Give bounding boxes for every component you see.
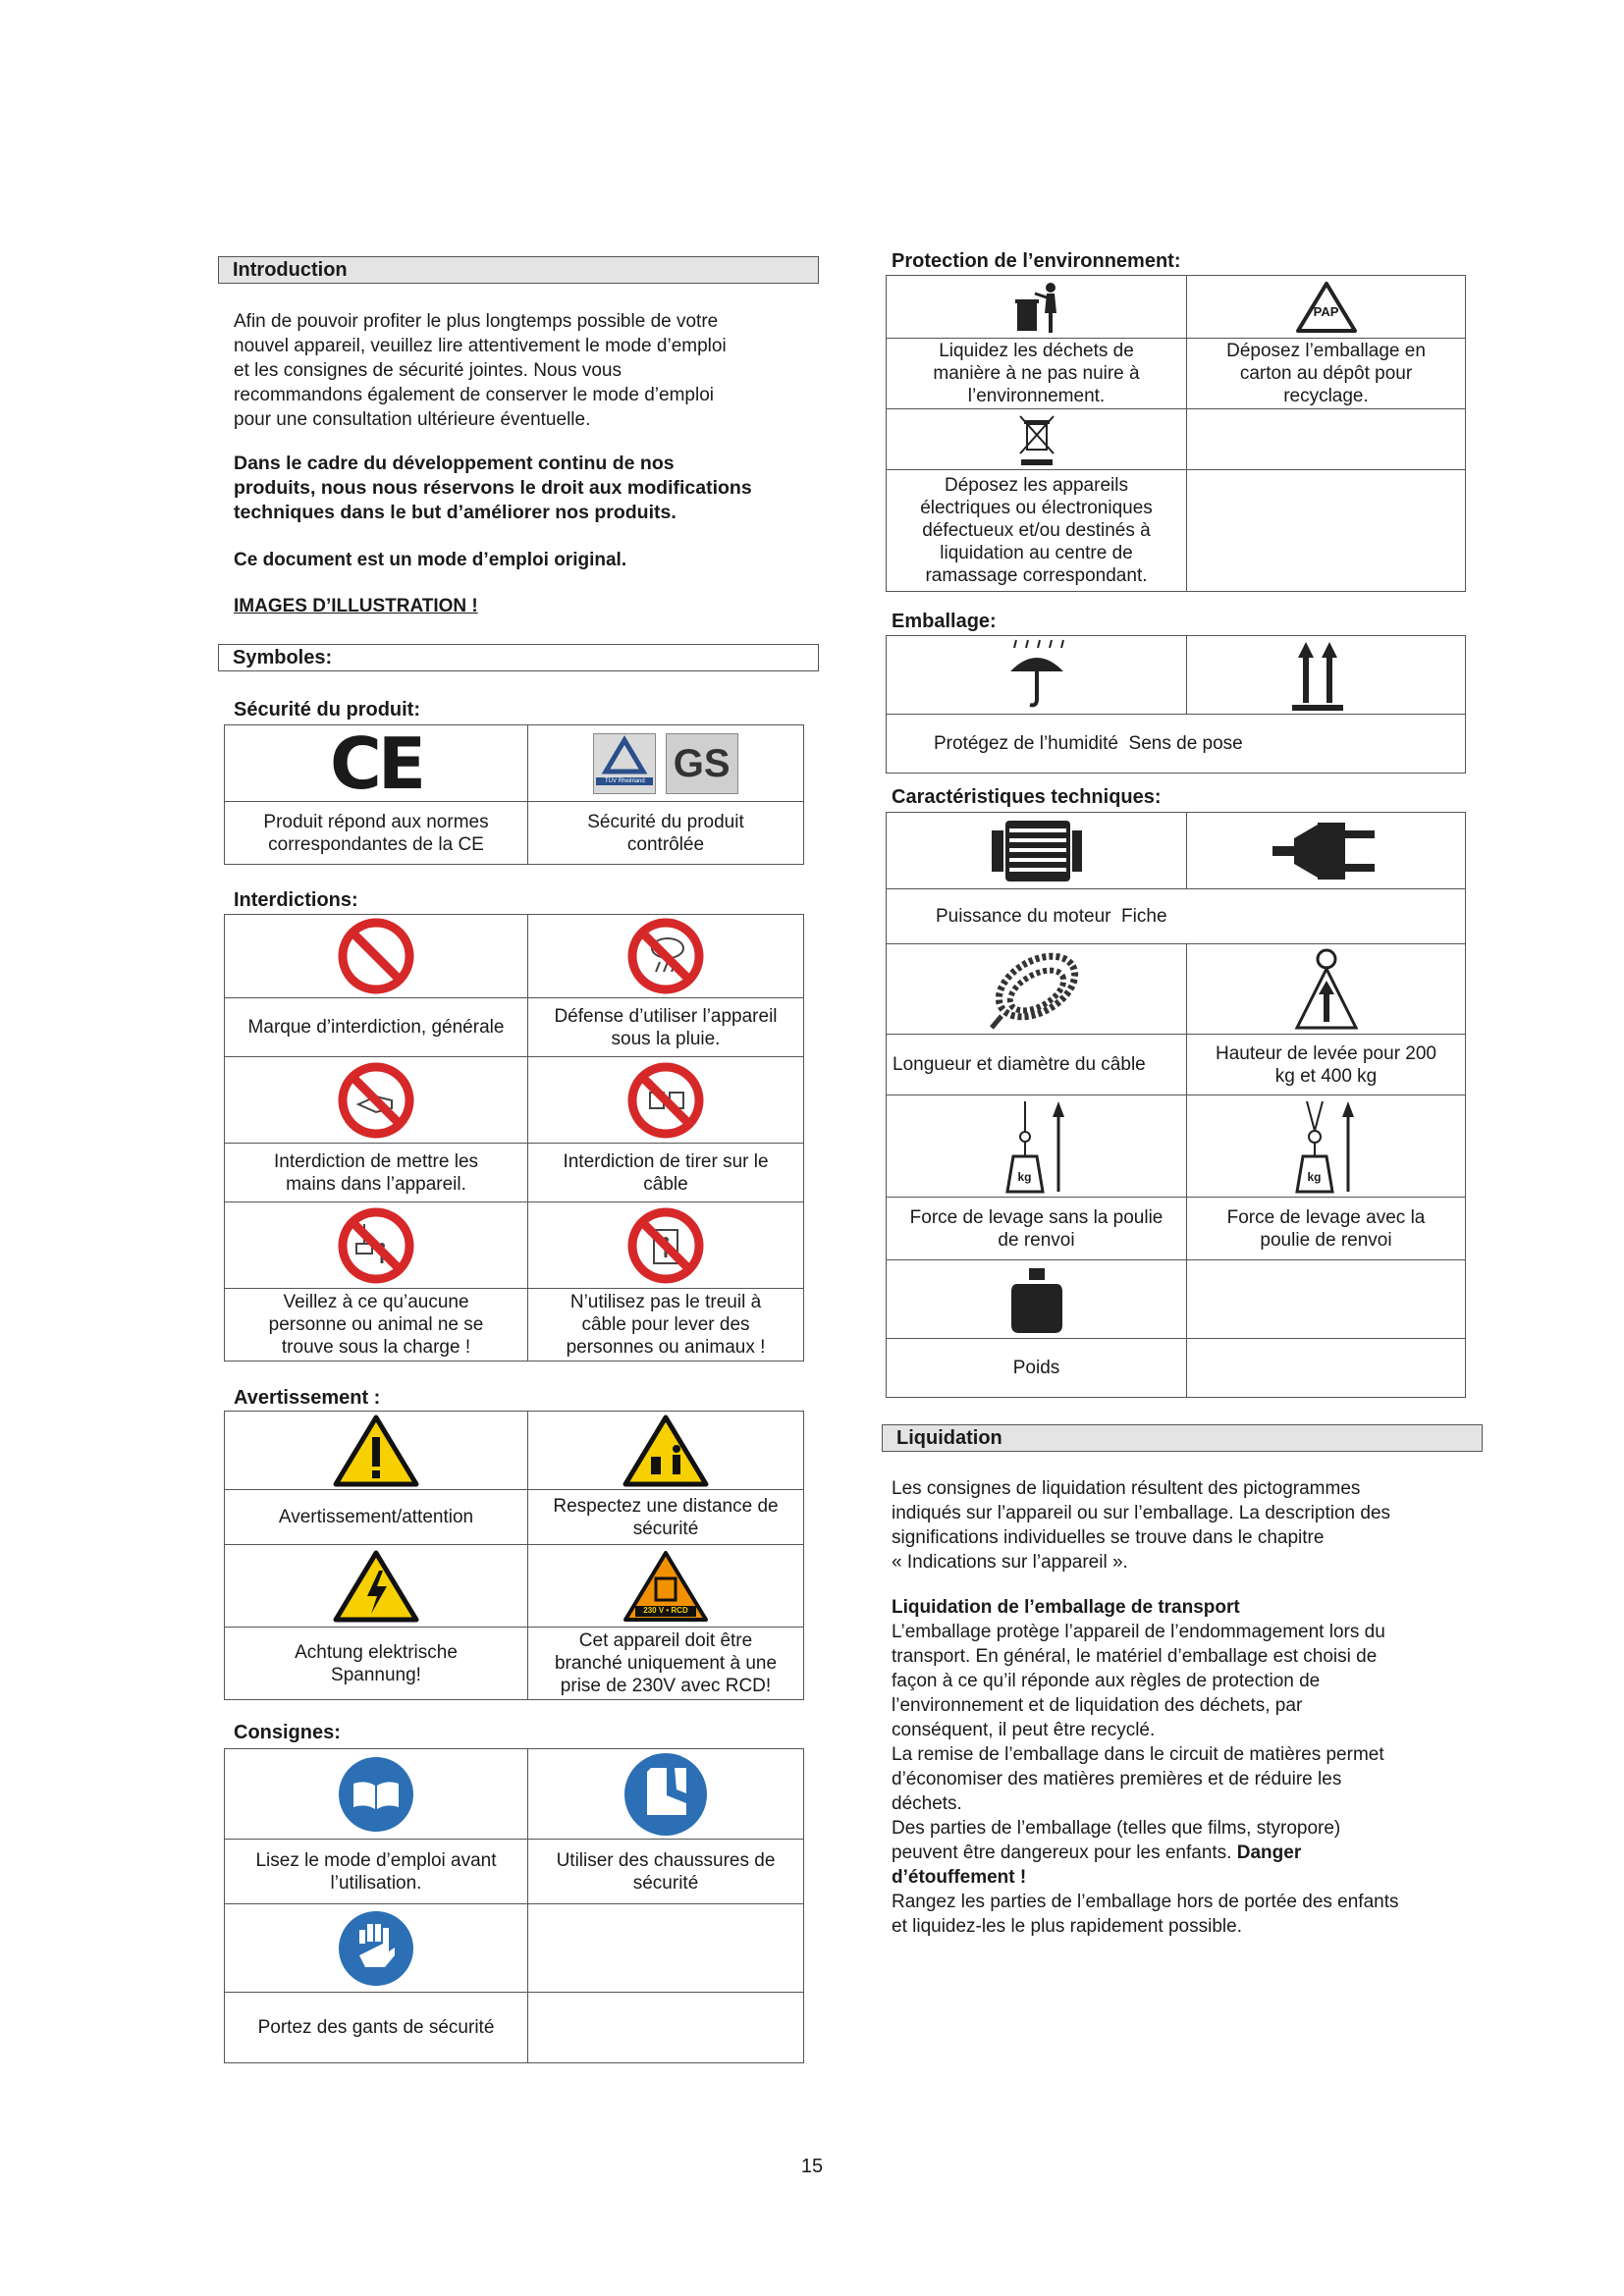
avertissement-table bbox=[224, 1411, 804, 1700]
read-manual-icon bbox=[336, 1754, 416, 1835]
rcd-label: 230 V • RCD bbox=[643, 1605, 688, 1615]
safety-shoes-caption: Utiliser des chaussures de sécurité bbox=[528, 1840, 804, 1904]
no-lift-persons-icon bbox=[626, 1206, 705, 1285]
no-hands-caption: Interdiction de mettre les mains dans l’appareil. bbox=[225, 1144, 528, 1202]
safety-distance-caption: Respectez une distance de sécurité bbox=[528, 1490, 804, 1545]
interdictions-table bbox=[224, 914, 804, 1362]
no-pull-cable-cell bbox=[528, 1057, 804, 1144]
caracteristiques-table bbox=[886, 812, 1466, 1398]
lift-height-icon bbox=[1291, 947, 1362, 1032]
liquidation-paragraph-3: peuvent être dangereux pour les enfants. Danger d’étouffement ! bbox=[892, 1842, 1302, 1888]
intro-paragraph-1: Afin de pouvoir profiter le plus longtemps possible de votre nouvel appareil, veuillez lire attentivement le mode d’emploi et les consignes de sécurité jointes. Nous vous recommandons également de conserver le mode d’emploi pour une consultation ultérieure éventuelle. bbox=[234, 311, 727, 430]
electric-voltage-icon bbox=[332, 1549, 420, 1624]
weee-caption: Déposez les appareils électriques ou électroniques défectueux et/ou destinés à liquidation au centre de ramassage correspondant. bbox=[887, 470, 1187, 592]
plug-cell bbox=[1187, 813, 1466, 889]
safety-gloves-caption: Portez des gants de sécurité bbox=[225, 1993, 528, 2063]
warning-general-caption: Avertissement/attention bbox=[225, 1490, 528, 1545]
rcd-plug-cell bbox=[528, 1545, 804, 1628]
securite-title: Sécurité du produit: bbox=[234, 699, 420, 721]
environnement-table bbox=[886, 275, 1466, 592]
no-rain-caption: Défense d’utiliser l’appareil sous la pluie. bbox=[528, 998, 804, 1057]
read-manual-caption: Lisez le mode d’emploi avant l’utilisation. bbox=[225, 1840, 528, 1904]
interdictions-title: Interdictions: bbox=[234, 889, 358, 911]
gs-caption: Sécurité du produit contrôlée bbox=[528, 802, 804, 865]
prohibition-general-icon bbox=[337, 917, 415, 995]
weight-caption: Poids bbox=[887, 1339, 1187, 1398]
liquidation-text bbox=[892, 1476, 1471, 1939]
force-without-pulley-icon bbox=[998, 1097, 1076, 1196]
no-hands-icon bbox=[337, 1061, 415, 1140]
emballage-table bbox=[886, 635, 1466, 774]
intro-paragraph-3: Ce document est un mode d’emploi original. bbox=[234, 550, 627, 570]
liquidation-paragraph-2: L’emballage protège l’appareil de l’endommagement lors du transport. En général, le matériel d’emballage est choisi de façon à ce qu’il réponde aux règles de protection de l’environnement et de liquidation des déchets, par conséquent, il peut être recyclé. La remise de l’emballage dans le circuit de matières permet d’économiser des matières premières et de réduire les déchets. Des parties de l’emballage (telles que films, styropore) bbox=[892, 1622, 1385, 1839]
no-under-load-icon bbox=[337, 1206, 415, 1285]
umbrella-icon bbox=[1002, 638, 1071, 713]
tuv-label: TÜV Rheinland bbox=[596, 777, 653, 785]
weight-icon bbox=[1007, 1264, 1066, 1335]
weee-cell bbox=[887, 409, 1187, 470]
symboles-heading: Symboles: bbox=[218, 644, 819, 671]
this-way-up-cell bbox=[1187, 636, 1466, 715]
emballage-title: Emballage: bbox=[892, 611, 997, 632]
rcd-plug-caption: Cet appareil doit être branché uniquement à une prise de 230V avec RCD! bbox=[528, 1628, 804, 1700]
trash-bin-caption: Liquidez les déchets de manière à ne pas nuire à l’environnement. bbox=[887, 339, 1187, 409]
no-pull-cable-caption: Interdiction de tirer sur le câble bbox=[528, 1144, 804, 1202]
weight-cell bbox=[887, 1260, 1187, 1339]
empty-cell-weight bbox=[1187, 1260, 1466, 1339]
trash-bin-cell bbox=[887, 276, 1187, 339]
no-under-load-cell bbox=[225, 1202, 528, 1289]
weee-crossed-bin-icon bbox=[1012, 410, 1061, 469]
this-way-up-icon bbox=[1288, 638, 1347, 713]
safety-gloves-icon bbox=[336, 1908, 416, 1989]
introduction-heading: Introduction bbox=[218, 256, 819, 284]
pap-recycle-icon bbox=[1292, 278, 1361, 337]
trash-bin-icon bbox=[1007, 278, 1066, 337]
no-rain-icon bbox=[626, 917, 705, 995]
safety-distance-icon bbox=[622, 1414, 710, 1488]
electric-voltage-cell bbox=[225, 1545, 528, 1628]
safety-gloves-cell bbox=[225, 1904, 528, 1993]
tuv-gs-cell bbox=[528, 725, 804, 802]
cable-coil-icon bbox=[988, 947, 1086, 1032]
caracteristiques-title: Caractéristiques techniques: bbox=[892, 786, 1162, 808]
empty-cell-env bbox=[1187, 409, 1466, 470]
empty-cell-consignes bbox=[528, 1904, 804, 1993]
force-with-pulley-cell bbox=[1187, 1095, 1466, 1198]
lift-height-cell bbox=[1187, 944, 1466, 1035]
motor-plug-caption: Puissance du moteur Fiche bbox=[887, 889, 1466, 944]
motor-power-cell bbox=[887, 813, 1187, 889]
no-under-load-caption: Veillez à ce qu’aucune personne ou animal ne se trouve sous la charge ! bbox=[225, 1289, 528, 1362]
environnement-title: Protection de l’environnement: bbox=[892, 250, 1181, 272]
pap-label: PAP bbox=[1313, 303, 1339, 319]
keep-dry-cell bbox=[887, 636, 1187, 715]
force-with-pulley-icon bbox=[1287, 1097, 1366, 1196]
pap-caption: Déposez l’emballage en carton au dépôt pour recyclage. bbox=[1187, 339, 1466, 409]
tuv-mark-icon bbox=[593, 733, 656, 794]
force-without-pulley-caption: Force de levage sans la poulie de renvoi bbox=[887, 1198, 1187, 1260]
emballage-caption: Protégez de l’humidité Sens de pose bbox=[887, 715, 1466, 774]
no-pull-cable-icon bbox=[626, 1061, 705, 1140]
gs-label: GS bbox=[673, 741, 731, 785]
warning-general-cell bbox=[225, 1412, 528, 1490]
ce-mark-cell bbox=[225, 721, 528, 805]
liquidation-paragraph-4: Rangez les parties de l’emballage hors de portée des enfants et liquidez-les le plus rapidement possible. bbox=[892, 1892, 1399, 1937]
empty-caption-consignes bbox=[528, 1993, 804, 2063]
consignes-title: Consignes: bbox=[234, 1722, 341, 1743]
no-rain-cell bbox=[528, 915, 804, 998]
read-manual-cell bbox=[225, 1749, 528, 1840]
cable-caption: Longueur et diamètre du câble bbox=[887, 1035, 1187, 1095]
warning-icon bbox=[332, 1414, 420, 1488]
ce-caption: Produit répond aux normes correspondantes de la CE bbox=[225, 802, 528, 865]
no-lift-persons-cell bbox=[528, 1202, 804, 1289]
liquidation-heading: Liquidation bbox=[882, 1424, 1483, 1452]
liquidation-paragraph-1: Les consignes de liquidation résultent des pictogrammes indiqués sur l’appareil ou sur l’emballage. La description des significations individuelles se trouve dans le chapitre « Indications sur l’appareil ». bbox=[892, 1478, 1391, 1573]
intro-paragraph-2: Dans le cadre du développement continu de nos produits, nous nous réservons le droit aux modifications techniques dans le but d’améliorer nos produits. bbox=[234, 453, 752, 523]
plug-icon bbox=[1272, 817, 1380, 885]
kg-label-2: kg bbox=[1307, 1169, 1322, 1184]
empty-caption-weight bbox=[1187, 1339, 1466, 1398]
illustration-note: IMAGES D’ILLUSTRATION ! bbox=[234, 596, 478, 616]
prohibition-general-cell bbox=[225, 915, 528, 998]
liquidation-subheading: Liquidation de l’emballage de transport bbox=[892, 1597, 1240, 1618]
force-without-pulley-cell bbox=[887, 1095, 1187, 1198]
gs-mark-icon bbox=[666, 733, 738, 794]
consignes-table bbox=[224, 1748, 804, 2063]
cable-cell bbox=[887, 944, 1187, 1035]
safety-shoes-icon bbox=[622, 1750, 710, 1839]
pap-recycle-cell bbox=[1187, 276, 1466, 339]
prohibition-general-caption: Marque d’interdiction, générale bbox=[225, 998, 528, 1057]
kg-label-1: kg bbox=[1017, 1169, 1032, 1184]
rcd-plug-icon bbox=[622, 1549, 710, 1624]
no-hands-cell bbox=[225, 1057, 528, 1144]
motor-icon bbox=[988, 817, 1086, 885]
lift-height-caption: Hauteur de levée pour 200 kg et 400 kg bbox=[1187, 1035, 1466, 1095]
empty-caption-env bbox=[1187, 470, 1466, 592]
electric-voltage-caption: Achtung elektrische Spannung! bbox=[225, 1628, 528, 1700]
safety-distance-cell bbox=[528, 1412, 804, 1490]
page-number: 15 bbox=[800, 2156, 824, 2177]
securite-table bbox=[224, 721, 804, 865]
safety-shoes-cell bbox=[528, 1749, 804, 1840]
ce-mark-icon: CE bbox=[329, 721, 423, 805]
force-with-pulley-caption: Force de levage avec la poulie de renvoi bbox=[1187, 1198, 1466, 1260]
avertissement-title: Avertissement : bbox=[234, 1387, 381, 1409]
no-lift-persons-caption: N’utilisez pas le treuil à câble pour lever des personnes ou animaux ! bbox=[528, 1289, 804, 1362]
